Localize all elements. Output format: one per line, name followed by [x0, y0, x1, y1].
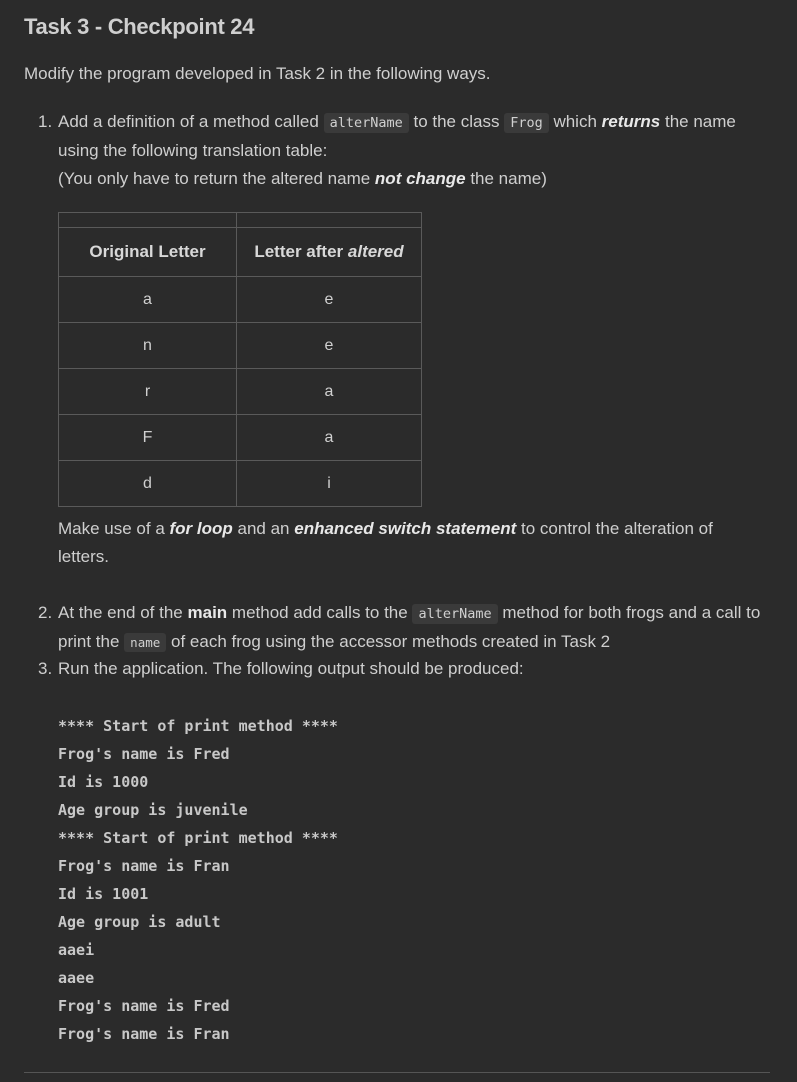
text-segment: the name using the following translation table:	[58, 112, 736, 160]
text-segment: to the class	[413, 112, 500, 131]
list-item-body	[58, 108, 778, 193]
output-line: Frog's name is Fran	[58, 1025, 230, 1043]
list-number: 3.	[38, 659, 53, 678]
cell-original-letter: F	[59, 415, 237, 461]
cell-altered-letter: a	[237, 369, 422, 415]
table-row	[59, 461, 422, 507]
text-segment: and an	[237, 519, 290, 538]
output-line: Frog's name is Fran	[58, 857, 230, 875]
cell-original-letter: a	[59, 277, 237, 323]
output-line: **** Start of print method ****	[58, 829, 338, 847]
table-row	[59, 369, 422, 415]
table-blank-cell	[59, 213, 237, 228]
table-row	[59, 323, 422, 369]
cell-altered-letter: i	[237, 461, 422, 507]
cell-original-letter: r	[59, 369, 237, 415]
cell-original-letter: n	[59, 323, 237, 369]
emphasis-for-loop: for loop	[169, 519, 233, 538]
text-segment: At the end of the	[58, 603, 183, 622]
output-line: Id is 1001	[58, 885, 149, 903]
list-item-body	[58, 599, 778, 657]
inline-code-altername: alterName	[324, 113, 409, 133]
output-line: **** Start of print method ****	[58, 717, 338, 735]
note-paragraph	[58, 515, 758, 571]
text-segment: method add calls to the	[231, 603, 408, 622]
table-blank-cell	[237, 213, 422, 228]
intro-text: Modify the program developed in Task 2 in the following ways.	[24, 64, 491, 83]
text-segment: the name)	[470, 169, 547, 188]
text-segment: Add a definition of a method called	[58, 112, 319, 131]
table-blank-row	[59, 213, 422, 228]
output-line: Age group is adult	[58, 913, 221, 931]
list-number: 2.	[38, 603, 53, 622]
column-header-original: Original Letter	[59, 228, 237, 277]
translation-table	[58, 212, 422, 507]
output-line: Frog's name is Fred	[58, 745, 230, 763]
column-header-altered	[237, 228, 422, 277]
inline-code-altername: alterName	[412, 604, 497, 624]
text-segment: Make use of a	[58, 519, 165, 538]
horizontal-rule	[24, 1072, 770, 1073]
text-segment: (You only have to return the altered name	[58, 169, 371, 188]
output-line: Frog's name is Fred	[58, 997, 230, 1015]
cell-altered-letter: a	[237, 415, 422, 461]
inline-code-frog: Frog	[504, 113, 549, 133]
cell-altered-letter: e	[237, 323, 422, 369]
table-header-row	[59, 228, 422, 277]
text-segment: method for both frogs and a call to print the	[58, 603, 761, 651]
bold-main: main	[187, 603, 228, 622]
output-line: Age group is juvenile	[58, 801, 248, 819]
table-row	[59, 277, 422, 323]
text-segment: to control the alteration of letters.	[58, 519, 713, 566]
output-line: aaee	[58, 969, 95, 987]
program-output	[58, 712, 338, 1048]
emphasis-not-change: not change	[374, 169, 466, 188]
emphasis-enhanced-switch: enhanced switch statement	[294, 519, 517, 538]
inline-code-name: name	[124, 633, 166, 652]
text-segment: of each frog using the accessor methods created in Task 2	[171, 632, 611, 651]
output-line: aaei	[58, 941, 95, 959]
cell-altered-letter: e	[237, 277, 422, 323]
table-row	[59, 415, 422, 461]
cell-original-letter: d	[59, 461, 237, 507]
table-body	[59, 277, 422, 507]
header-text: Letter after	[254, 242, 344, 261]
text-segment: which	[553, 112, 597, 131]
list-number: 1.	[38, 112, 53, 131]
header-emphasis: altered	[347, 242, 404, 261]
emphasis-returns: returns	[601, 112, 661, 131]
page-title: Task 3 - Checkpoint 24	[24, 14, 255, 39]
list-item-body: Run the application. The following output should be produced:	[58, 659, 524, 678]
output-line: Id is 1000	[58, 773, 149, 791]
